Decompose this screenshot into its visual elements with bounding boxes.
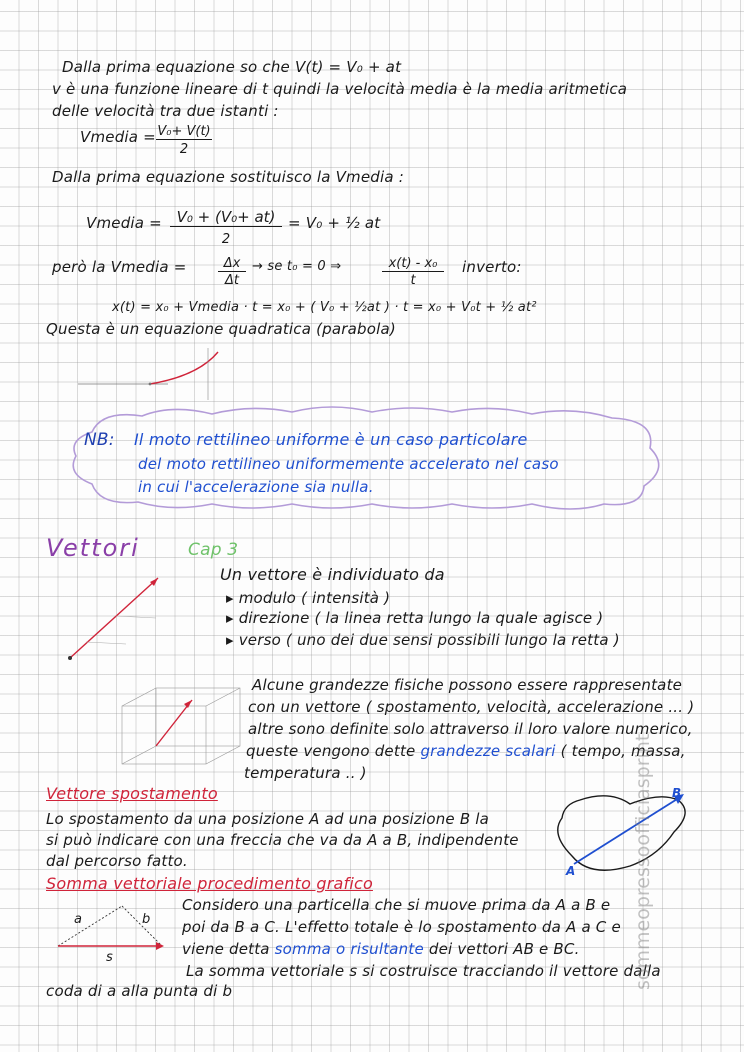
- text-line: con un vettore ( spostamento, velocità, accelerazione ... ): [248, 698, 695, 716]
- bullet-item: ▸ modulo ( intensità ): [226, 589, 391, 607]
- fig-label-a: a: [74, 912, 83, 927]
- formula-numerator: V₀ + (V₀+ at): [170, 208, 282, 227]
- chapter-label: Cap 3: [188, 540, 239, 560]
- text-line: → se t₀ = 0 ⇒: [252, 259, 342, 274]
- 3d-vector-figure: [52, 680, 242, 770]
- text-line: temperatura .. ): [244, 764, 367, 782]
- subsection-title: Vettore spostamento: [46, 784, 218, 803]
- text-line: Dalla prima equazione sostituisco la Vmedia :: [52, 168, 404, 186]
- text-line: v è una funzione lineare di t quindi la velocità media è la media aritmetica: [52, 80, 628, 98]
- text-line: Lo spostamento da una posizione A ad una posizione B la: [46, 810, 490, 828]
- text-fragment: dei vettori AB e BC.: [428, 940, 580, 958]
- text-fragment: ( tempo, massa,: [560, 742, 686, 760]
- formula-numerator: x(t) - x₀: [382, 256, 444, 272]
- text-line: poi da B a C. L'effetto totale è lo spostamento da A a C e: [182, 918, 621, 936]
- text-line: Un vettore è individuato da: [220, 565, 445, 584]
- text-line: si può indicare con una freccia che va da A a B, indipendente: [46, 831, 519, 849]
- section-title: Vettori: [46, 534, 140, 562]
- formula-lhs: Vmedia =: [86, 214, 162, 232]
- vector-sum-figure: [50, 896, 180, 968]
- text-line: La somma vettoriale s si costruisce tracciando il vettore dalla: [186, 962, 661, 980]
- highlight-term: grandezze scalari: [420, 742, 556, 760]
- formula-rhs: = V₀ + ½ at: [288, 214, 381, 232]
- text-line: però la Vmedia =: [52, 258, 187, 276]
- fig-label-s: s: [106, 950, 113, 965]
- highlight-term: somma o risultante: [274, 940, 424, 958]
- formula-numerator: V₀+ V(t): [157, 124, 211, 139]
- watermark: sommeopressoofficiasprint: [632, 733, 654, 990]
- formula-line: x(t) = x₀ + Vmedia · t = x₀ + ( V₀ + ½at ) · t = x₀ + V₀t + ½ at²: [112, 300, 537, 315]
- note-line: in cui l'accelerazione sia nulla.: [138, 478, 374, 496]
- formula-denominator: Δt: [225, 273, 239, 288]
- note-line: Il moto rettilineo uniforme è un caso particolare: [134, 430, 528, 449]
- text-line: [182, 940, 580, 958]
- text-line: Dalla prima equazione so che V(t) = V₀ + at: [62, 58, 402, 76]
- text-line: altre sono definite solo attraverso il loro valore numerico,: [248, 720, 693, 738]
- text-line: dal percorso fatto.: [46, 852, 188, 870]
- formula-numerator: Δx: [218, 256, 246, 272]
- note-line: del moto rettilineo uniformemente accelerato nel caso: [138, 455, 559, 473]
- text-line: [246, 742, 686, 760]
- point-label-B: B: [672, 786, 682, 800]
- parabola-figure: [58, 346, 288, 400]
- text-line: Questa è un equazione quadratica (parabola): [46, 320, 396, 338]
- text-line: delle velocità tra due istanti :: [52, 102, 279, 120]
- formula-denominator: 2: [179, 142, 189, 157]
- text-line: inverto:: [462, 258, 522, 276]
- text-line: coda di a alla punta di b: [46, 982, 233, 1000]
- formula-denominator: t: [410, 273, 416, 288]
- formula-lhs: Vmedia =: [80, 128, 156, 146]
- fig-label-b: b: [142, 912, 151, 927]
- bullet-item: ▸ direzione ( la linea retta lungo la quale agisce ): [226, 609, 604, 627]
- text-fragment: viene detta: [182, 940, 270, 958]
- text-line: Alcune grandezze fisiche possono essere rappresentate: [252, 676, 683, 694]
- nb-label: NB:: [84, 430, 115, 450]
- text-fragment: queste vengono dette: [246, 742, 416, 760]
- bullet-item: ▸ verso ( uno dei due sensi possibili lungo la retta ): [226, 631, 620, 649]
- subsection-title: Somma vettoriale procedimento grafico: [46, 874, 373, 893]
- text-line: Considero una particella che si muove prima da A a B e: [182, 896, 611, 914]
- formula-denominator: 2: [221, 232, 231, 247]
- point-label-A: A: [566, 864, 576, 878]
- vector-figure: [56, 572, 216, 668]
